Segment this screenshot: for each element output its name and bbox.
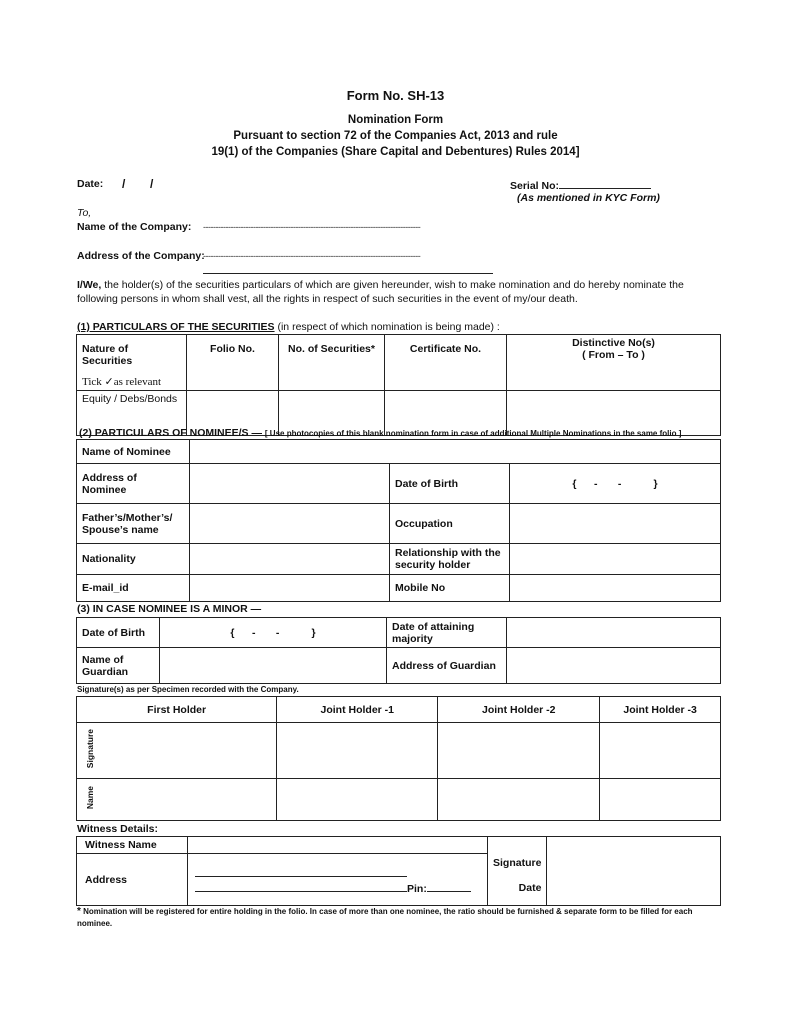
to-label: To, [77,207,92,219]
footnote: * Nomination will be registered for entire holding in the folio. In case of more than one nominee, the ratio should be furnished & separate form to be filled for each nominee. [77,906,693,928]
witness-name-input[interactable] [188,837,488,854]
col-no-of-securities: No. of Securities* [279,335,385,391]
company-address-line-2[interactable] [203,273,493,274]
parent-spouse-name-label: Father’s/Mother’s/ Spouse’s name [77,504,190,544]
witness-heading: Witness Details: [77,823,159,835]
company-name-line[interactable]: --------------------------------------------------------------------------------------- [203,222,421,232]
signature-specimen-note: Signature(s) as per Specimen recorded with the Company. [77,685,299,694]
minor-table [76,617,721,684]
signatures-table [76,696,721,821]
email-input[interactable] [190,575,390,602]
nominee-address-label: Address of Nominee [77,464,190,504]
form-name: Nomination Form [347,114,444,126]
parent-spouse-name-input[interactable] [190,504,390,544]
nominee-table [76,439,721,602]
serial-no-label: Serial No: [510,180,560,192]
serial-no-field[interactable] [510,178,651,192]
col-certificate-no: Certificate No. [385,335,507,391]
joint-holder-2-signature[interactable] [438,723,600,779]
first-holder-name[interactable] [103,779,277,821]
signature-row-label: Signature [77,723,103,779]
pin-label: Pin: [407,882,427,895]
minor-dob-label: Date of Birth [77,618,160,648]
guardian-name-input[interactable] [160,648,387,684]
col-folio-no: Folio No. [187,335,279,391]
nominee-address-input[interactable] [190,464,390,504]
witness-address-input[interactable] [188,854,488,906]
witness-address-label: Address [77,854,188,906]
witness-signature-date-labels: Signature Date [488,837,547,906]
nominee-dob-input[interactable]: { - - } [510,464,721,504]
pursuant-line-1: Pursuant to section 72 of the Companies Act, 2013 and rule [233,130,558,142]
witness-table [76,836,721,906]
declaration-text: I/We, the holder(s) of the securities particulars of which are given hereunder, wish to make nomination and do hereby nominate the following persons in whom shall vest, all the rights in respect of such securities in the event of my/our death. [77,279,684,305]
joint-holder-1-signature[interactable] [277,723,438,779]
minor-dob-input[interactable]: { - - } [160,618,387,648]
company-name-label: Name of the Company: [77,221,192,233]
col-nature-of-securities: Nature of Securities Tick ✓as relevant [77,335,187,391]
section1-heading: (1) PARTICULARS OF THE SECURITIES (in respect of which nomination is being made) : [77,321,500,333]
witness-signature-date-input[interactable] [547,837,721,906]
serial-no-note: (As mentioned in KYC Form) [517,192,660,204]
joint-holder-3-header: Joint Holder -3 [600,697,721,723]
nationality-input[interactable] [190,544,390,575]
guardian-address-label: Address of Guardian [387,648,507,684]
col-distinctive-nos: Distinctive No(s) ( From – To ) [507,335,721,391]
joint-holder-2-header: Joint Holder -2 [438,697,600,723]
guardian-name-label: Name of Guardian [77,648,160,684]
mobile-label: Mobile No [390,575,510,602]
pursuant-line-2: 19(1) of the Companies (Share Capital and Debentures) Rules 2014] [211,146,580,158]
nationality-label: Nationality [77,544,190,575]
section3-heading: (3) IN CASE NOMINEE IS A MINOR — [77,603,262,615]
nominee-name-label: Name of Nominee [77,440,190,464]
form-number: Form No. SH-13 [346,88,445,103]
email-label: E-mail_id [77,575,190,602]
securities-table [76,334,721,436]
first-holder-header: First Holder [77,697,277,723]
majority-date-input[interactable] [507,618,721,648]
nominee-name-input[interactable] [190,440,721,464]
row-equity-debs-bonds[interactable]: Equity / Debs/Bonds [77,391,187,436]
company-address-label: Address of the Company: [77,250,205,262]
joint-holder-3-name[interactable] [600,779,721,821]
nominee-dob-label: Date of Birth [390,464,510,504]
majority-date-label: Date of attaining majority [387,618,507,648]
occupation-input[interactable] [510,504,721,544]
section2-heading: (2) PARTICULARS OF NOMINEE/S — [ Use photocopies of this blank nomination form in case of additional Multiple Nominations in the same folio ] [79,427,682,439]
joint-holder-3-signature[interactable] [600,723,721,779]
serial-no-blank[interactable] [559,178,651,189]
name-row-label: Name [77,779,103,821]
company-address-line[interactable]: --------------------------------------------------------------------------------------- [203,251,421,261]
date-separator-2: / [150,177,154,191]
witness-name-label: Witness Name [77,837,188,854]
joint-holder-1-header: Joint Holder -1 [277,697,438,723]
joint-holder-2-name[interactable] [438,779,600,821]
pin-input[interactable] [427,880,471,892]
relationship-label: Relationship with the security holder [390,544,510,575]
date-label: Date: [77,178,104,190]
guardian-address-input[interactable] [507,648,721,684]
mobile-input[interactable] [510,575,721,602]
date-separator-1: / [122,177,126,191]
tick-note: Tick ✓as relevant [82,376,162,388]
relationship-input[interactable] [510,544,721,575]
joint-holder-1-name[interactable] [277,779,438,821]
occupation-label: Occupation [390,504,510,544]
first-holder-signature[interactable] [103,723,277,779]
